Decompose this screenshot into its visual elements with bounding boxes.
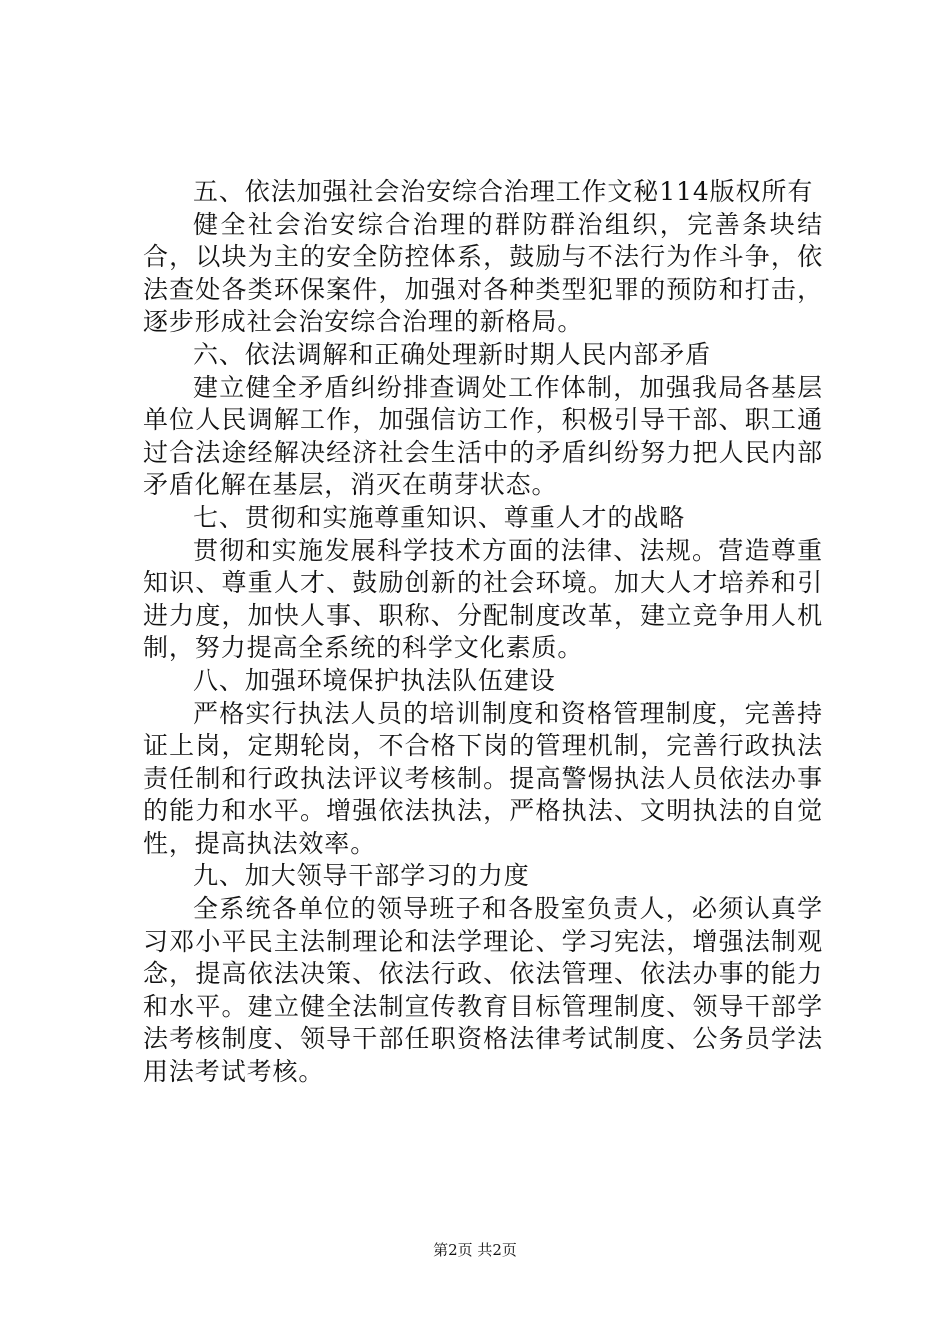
section-heading-8: 八、加强环境保护执法队伍建设 — [193, 665, 556, 695]
section-body-9: 全系统各单位的领导班子和各股室负责人，必须认真学习邓小平民主法制理论和法学理论、学习宪法，增强法制观念，提高依法决策、依法行政、依法管理、依法办事的能力和水平。建立健全法制宣传教育目标管理制度、领导干部学法考核制度、领导干部任职资格法律考试制度、公务员学法用法考试考核。 — [143, 894, 823, 1087]
page-number-footer: 第2页 共2页 — [433, 1241, 517, 1259]
document-body — [143, 176, 823, 1089]
section-heading-9: 九、加大领导干部学习的力度 — [193, 861, 530, 891]
section-body-8: 严格实行执法人员的培训制度和资格管理制度，完善持证上岗，定期轮岗，不合格下岗的管理机制，完善行政执法责任制和行政执法评议考核制。提高警惕执法人员依法办事的能力和水平。增强依法执法，严格执法、文明执法的自觉性，提高执法效率。 — [143, 698, 823, 858]
section-body-5: 健全社会治安综合治理的群防群治组织，完善条块结合，以块为主的安全防控体系，鼓励与不法行为作斗争，依法查处各类环保案件，加强对各种类型犯罪的预防和打击，逐步形成社会治安综合治理的新格局。 — [143, 209, 823, 337]
section-heading-7: 七、贯彻和实施尊重知识、尊重人才的战略 — [193, 502, 686, 532]
section-body-7: 贯彻和实施发展科学技术方面的法律、法规。营造尊重知识、尊重人才、鼓励创新的社会环境。加大人才培养和引进力度，加快人事、职称、分配制度改革，建立竞争用人机制，努力提高全系统的科学文化素质。 — [143, 535, 823, 663]
section-heading-6: 六、依法调解和正确处理新时期人民内部矛盾 — [193, 339, 712, 369]
section-heading-5: 五、依法加强社会治安综合治理工作文秘114版权所有 — [193, 177, 814, 206]
section-body-6: 建立健全矛盾纠纷排查调处工作体制，加强我局各基层单位人民调解工作，加强信访工作，积极引导干部、职工通过合法途经解决经济社会生活中的矛盾纠纷努力把人民内部矛盾化解在基层，消灭在萌芽状态。 — [143, 372, 823, 500]
